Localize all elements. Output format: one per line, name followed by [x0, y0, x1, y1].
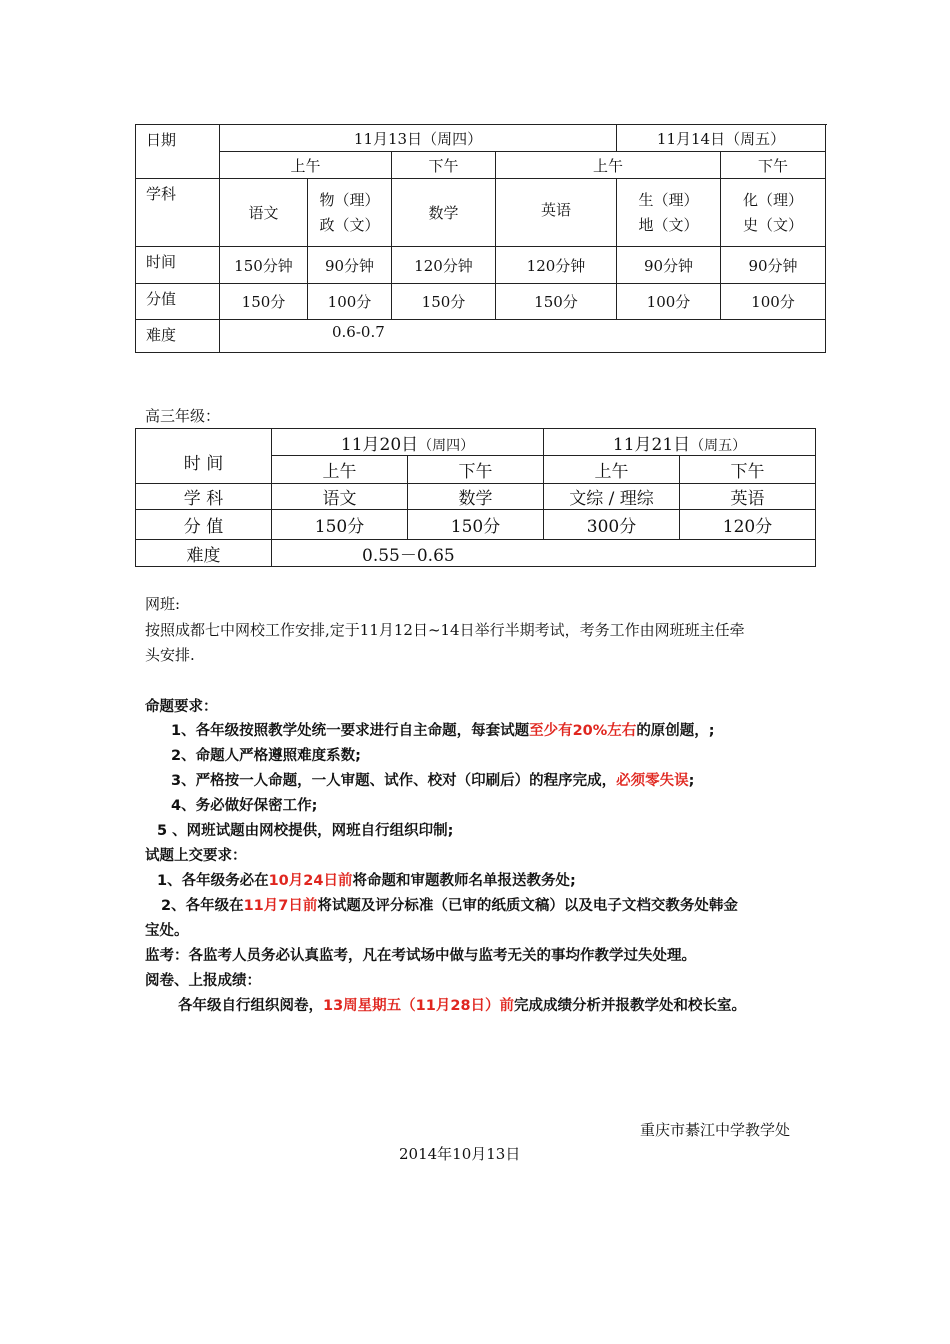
- g3-day2-am: 上午: [544, 456, 680, 484]
- requirement-5: 5 、网班试题由网校提供，网班自行组织印制;: [157, 823, 454, 839]
- header-subject: 学 科: [136, 484, 272, 510]
- submission-2: 2、各年级在11月7日前将试题及评分标准（已审的纸质文稿）以及电子文档交教务处韩金: [161, 898, 738, 914]
- requirement-3: 3、严格按一人命题，一人审题、试作、校对（印刷后）的程序完成，必须零失误;: [171, 773, 695, 789]
- proctor-note: 监考：各监考人员务必认真监考，凡在考试场中做与监考无关的事均作教学过失处理。: [145, 948, 696, 964]
- header-score: 分 值: [136, 510, 272, 540]
- subject-cell: 英语: [496, 179, 617, 247]
- g3-subject-cell: 英语: [680, 484, 816, 510]
- footer-org: 重庆市綦江中学教学处: [640, 1121, 791, 1139]
- grade3-caption: 高三年级：: [145, 407, 221, 425]
- online-line-2: 头安排.: [145, 646, 195, 664]
- time-cell: 90分钟: [308, 247, 392, 284]
- day1-header: 11月13日（周四）: [220, 125, 617, 152]
- grading-note: 各年级自行组织阅卷，13周星期五（11月28日）前完成成绩分析并报教学处和校长室。: [178, 998, 747, 1014]
- header-score: 分值: [136, 284, 220, 320]
- score-cell: 100分: [308, 284, 392, 320]
- score-cell: 150分: [496, 284, 617, 320]
- requirement-2: 2、命题人严格遵照难度系数;: [171, 748, 361, 764]
- header-date: 日期: [136, 125, 220, 179]
- g3-subject-cell: 文综 / 理综: [544, 484, 680, 510]
- requirement-4: 4、务必做好保密工作;: [171, 798, 318, 814]
- g3-subject-cell: 语文: [272, 484, 408, 510]
- time-cell: 90分钟: [721, 247, 826, 284]
- header-time: 时间: [136, 247, 220, 284]
- day2-am: 上午: [496, 152, 721, 179]
- g3-day1-am: 上午: [272, 456, 408, 484]
- difficulty-value: 0.6-0.7: [220, 320, 826, 353]
- g3-day1-pm: 下午: [408, 456, 544, 484]
- day1-am: 上午: [220, 152, 392, 179]
- time-cell: 120分钟: [496, 247, 617, 284]
- g3-score-cell: 150分: [408, 510, 544, 540]
- grading-title: 阅卷、上报成绩：: [145, 973, 261, 989]
- submission-title: 试题上交要求：: [145, 848, 247, 864]
- subject-cell: 数学: [392, 179, 496, 247]
- submission-1: 1、各年级务必在10月24日前将命题和审题教师名单报送教务处;: [157, 873, 576, 889]
- requirements-title: 命题要求：: [145, 699, 218, 715]
- day2-pm: 下午: [721, 152, 826, 179]
- g3-day2-header: 11月21日（周五）: [544, 429, 816, 456]
- header-time: 时 间: [136, 429, 272, 484]
- exam-schedule-table-grade3: [135, 428, 816, 567]
- day2-header: 11月14日（周五）: [617, 125, 826, 152]
- online-line-1: 按照成都七中网校工作安排,定于11月12日~14日举行半期考试，考务工作由网班班主任牵: [145, 621, 745, 639]
- subject-cell: 生（理） 地（文）: [617, 179, 721, 247]
- score-cell: 100分: [721, 284, 826, 320]
- subject-cell: 语文: [220, 179, 308, 247]
- requirement-1: 1、各年级按照教学处统一要求进行自主命题，每套试题至少有20%左右的原创题，;: [171, 723, 715, 739]
- day1-pm: 下午: [392, 152, 496, 179]
- g3-day2-pm: 下午: [680, 456, 816, 484]
- time-cell: 150分钟: [220, 247, 308, 284]
- subject-cell: 物（理） 政（文）: [308, 179, 392, 247]
- g3-day1-header: 11月20日（周四）: [272, 429, 544, 456]
- g3-subject-cell: 数学: [408, 484, 544, 510]
- time-cell: 120分钟: [392, 247, 496, 284]
- g3-score-cell: 120分: [680, 510, 816, 540]
- footer-date: 2014年10月13日: [399, 1145, 521, 1163]
- g3-score-cell: 150分: [272, 510, 408, 540]
- subject-cell: 化（理） 史（文）: [721, 179, 826, 247]
- exam-schedule-table-1: [135, 124, 826, 353]
- header-difficulty: 难度: [136, 320, 220, 353]
- header-difficulty: 难度: [136, 540, 272, 567]
- g3-score-cell: 300分: [544, 510, 680, 540]
- time-cell: 90分钟: [617, 247, 721, 284]
- header-subject: 学科: [136, 179, 220, 247]
- g3-difficulty-value: 0.55－0.65: [272, 540, 816, 567]
- submission-2-cont: 宝处。: [145, 923, 189, 939]
- score-cell: 150分: [220, 284, 308, 320]
- score-cell: 100分: [617, 284, 721, 320]
- score-cell: 150分: [392, 284, 496, 320]
- online-title: 网班:: [145, 595, 181, 613]
